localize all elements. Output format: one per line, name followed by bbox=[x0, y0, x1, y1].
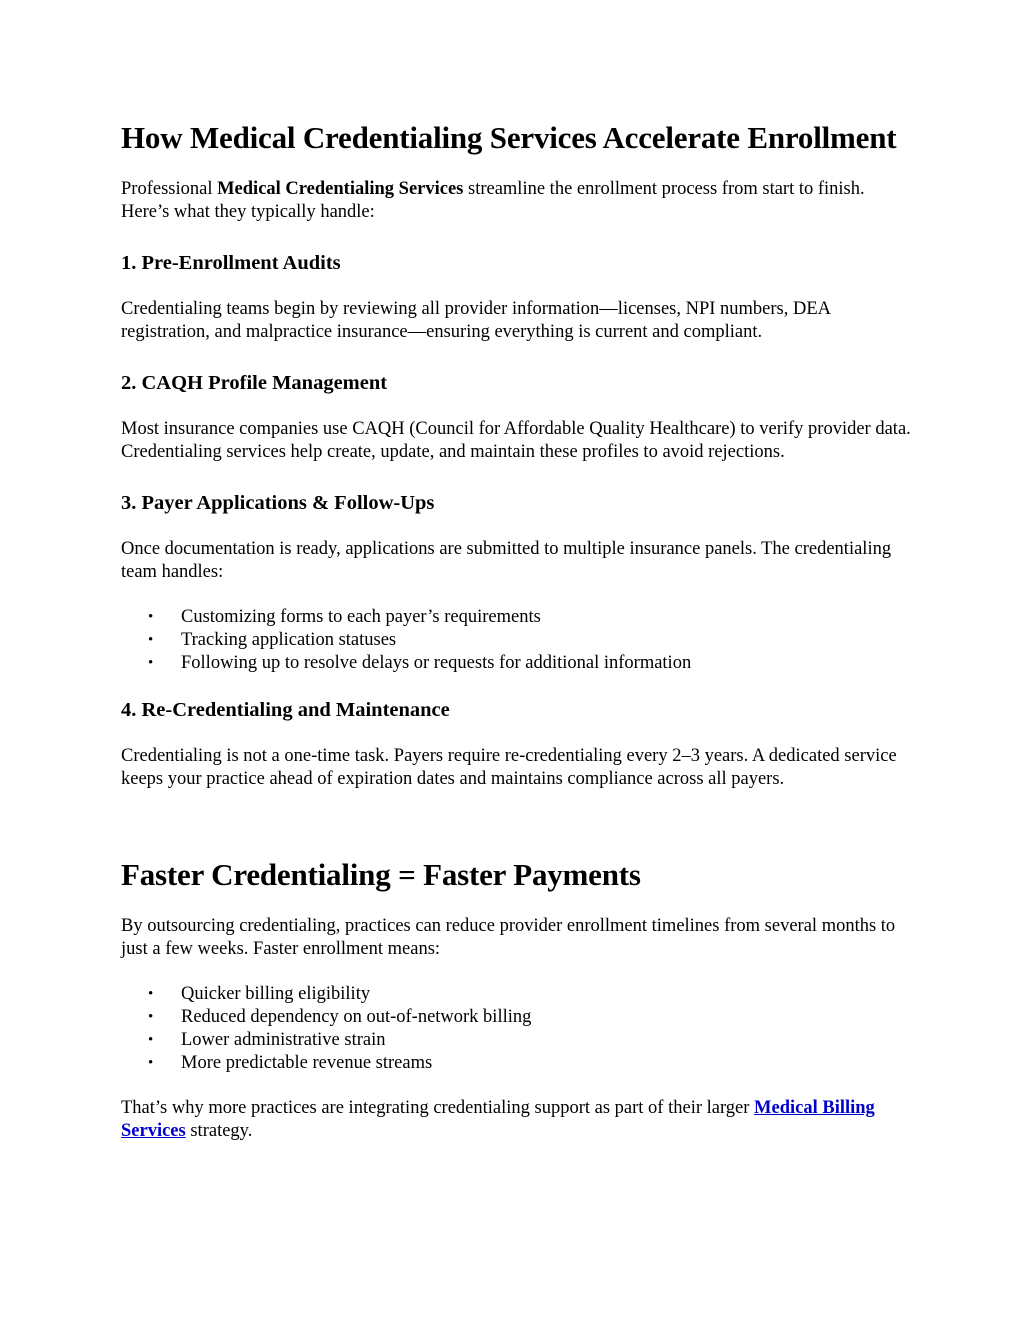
paragraph-caqh: Most insurance companies use CAQH (Council for Affordable Quality Healthcare) to verify provider data. Credentialing services help create, update, and maintain these profiles to avoid rejections. bbox=[121, 419, 911, 462]
list-item bbox=[121, 629, 911, 652]
section-title-enrollment: How Medical Credentialing Services Accelerate Enrollment bbox=[121, 120, 897, 155]
intro-text-start: Professional bbox=[121, 179, 218, 199]
bullet-glyph: • bbox=[148, 632, 154, 648]
intro-paragraph bbox=[121, 178, 911, 224]
bullet-glyph: • bbox=[148, 655, 154, 671]
list-item-text: Reduced dependency on out-of-network billing bbox=[181, 1007, 532, 1027]
list-item bbox=[121, 1052, 911, 1075]
list-item-text: More predictable revenue streams bbox=[181, 1053, 433, 1073]
bullet-list-payer-tasks bbox=[121, 606, 911, 675]
subheading-re-credentialing: 4. Re-Credentialing and Maintenance bbox=[121, 699, 450, 721]
closing-text-start: That’s why more practices are integrating credentialing support as part of their larger bbox=[121, 1098, 755, 1118]
list-item bbox=[121, 652, 911, 675]
closing-paragraph bbox=[121, 1097, 911, 1143]
list-item-text: Lower administrative strain bbox=[181, 1030, 386, 1050]
medical-billing-services-link[interactable]: Medical Billing Services bbox=[121, 1098, 875, 1141]
bullet-glyph: • bbox=[148, 1055, 154, 1071]
paragraph-re-credentialing: Credentialing is not a one-time task. Payers require re-credentialing every 2–3 years. A dedicated service keeps your practice ahead of expiration dates and maintains compliance across all payers. bbox=[121, 746, 897, 789]
subheading-pre-enrollment: 1. Pre-Enrollment Audits bbox=[121, 252, 341, 274]
bullet-list-benefits bbox=[121, 983, 911, 1075]
list-item-text: Quicker billing eligibility bbox=[181, 984, 371, 1004]
list-item bbox=[121, 1029, 911, 1052]
bullet-glyph: • bbox=[148, 986, 154, 1002]
paragraph-payer-applications: Once documentation is ready, applications are submitted to multiple insurance panels. The credentialing team handles: bbox=[121, 539, 892, 582]
subheading-caqh: 2. CAQH Profile Management bbox=[121, 372, 388, 394]
list-item bbox=[121, 606, 911, 629]
closing-text-end: strategy. bbox=[185, 1121, 253, 1141]
list-item bbox=[121, 983, 911, 1006]
paragraph-outsourcing: By outsourcing credentialing, practices can reduce provider enrollment timelines from several months to just a few weeks. Faster enrollment means: bbox=[121, 916, 896, 959]
bullet-glyph: • bbox=[148, 609, 154, 625]
list-item-text: Tracking application statuses bbox=[181, 630, 397, 650]
paragraph-pre-enrollment: Credentialing teams begin by reviewing all provider information—licenses, NPI numbers, DEA registration, and malpractice insurance—ensuring everything is current and compliant. bbox=[121, 299, 831, 342]
subheading-payer-applications: 3. Payer Applications & Follow-Ups bbox=[121, 492, 435, 514]
list-item bbox=[121, 1006, 911, 1029]
section-title-faster-payments: Faster Credentialing = Faster Payments bbox=[121, 857, 641, 892]
intro-bold-term: Medical Credentialing Services bbox=[217, 179, 464, 199]
intro-text-end: streamline the enrollment process from start to finish. Here’s what they typically handle: bbox=[121, 179, 865, 222]
document-page bbox=[121, 118, 911, 1143]
bullet-glyph: • bbox=[148, 1032, 154, 1048]
bullet-glyph: • bbox=[148, 1009, 154, 1025]
list-item-text: Following up to resolve delays or requests for additional information bbox=[181, 653, 692, 673]
list-item-text: Customizing forms to each payer’s requirements bbox=[181, 607, 541, 627]
